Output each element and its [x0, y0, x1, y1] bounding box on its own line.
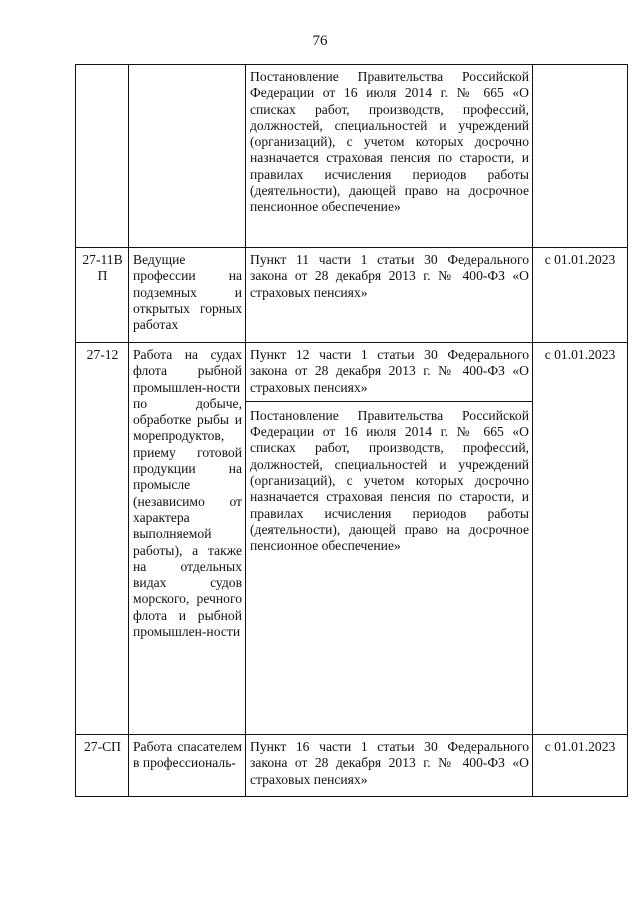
row-basis: Пункт 16 части 1 статьи 30 Федерального закона от 28 декабря 2013 г. № 400-ФЗ «О страховых пенсиях» — [246, 735, 533, 797]
row-name: Ведущие профессии на подземных и открытых горных работах — [129, 248, 246, 343]
row-basis: Постановление Правительства Российской Федерации от 16 июля 2014 г. № 665 «О списках работ, производств, профессий, должностей, специальностей и учреждений (организаций), с учетом которых досрочно назначается страховая пенсия по старости, и правилах исчисления периодов работы (деятельности), дающей право на досрочное пенсионное обеспечение» — [246, 65, 533, 248]
row-date — [533, 65, 628, 248]
table-row — [76, 65, 628, 248]
row-name: Работа спасателем в профессиональ- — [129, 735, 246, 797]
row-name: Работа на судах флота рыбной промышлен-ности по добыче, обработке рыбы и морепродуктов, приему готовой продукции на промысле (независимо от характера выполняемой работы), а также на отдельных видах судов морского, речного флота и рыбной промышлен-ности — [129, 343, 246, 735]
row-date: с 01.01.2023 — [533, 248, 628, 343]
row-code — [76, 65, 129, 248]
table-row — [76, 248, 628, 343]
row-date: с 01.01.2023 — [533, 343, 628, 735]
page-number: 76 — [312, 33, 328, 49]
row-code: 27-12 — [76, 343, 129, 735]
row-basis-cell — [246, 343, 533, 735]
row-code: 27-11ВП — [76, 248, 129, 343]
pension-table — [75, 64, 628, 797]
row-basis-secondary: Постановление Правительства Российской Федерации от 16 июля 2014 г. № 665 «О списках работ, производств, профессий, должностей, специальностей и учреждений (организаций), с учетом которых досрочно назначается страховая пенсия по старости, и правилах исчисления периодов работы (деятельности), дающей право на досрочное пенсионное обеспечение» — [246, 401, 532, 555]
row-code: 27-СП — [76, 735, 129, 797]
table-row — [76, 735, 628, 797]
table-row — [76, 343, 628, 735]
row-basis: Пункт 12 части 1 статьи 30 Федерального закона от 28 декабря 2013 г. № 400-ФЗ «О страховых пенсиях» — [250, 347, 529, 395]
row-date: с 01.01.2023 — [533, 735, 628, 797]
row-basis: Пункт 11 части 1 статьи 30 Федерального закона от 28 декабря 2013 г. № 400-ФЗ «О страховых пенсиях» — [246, 248, 533, 343]
row-name — [129, 65, 246, 248]
